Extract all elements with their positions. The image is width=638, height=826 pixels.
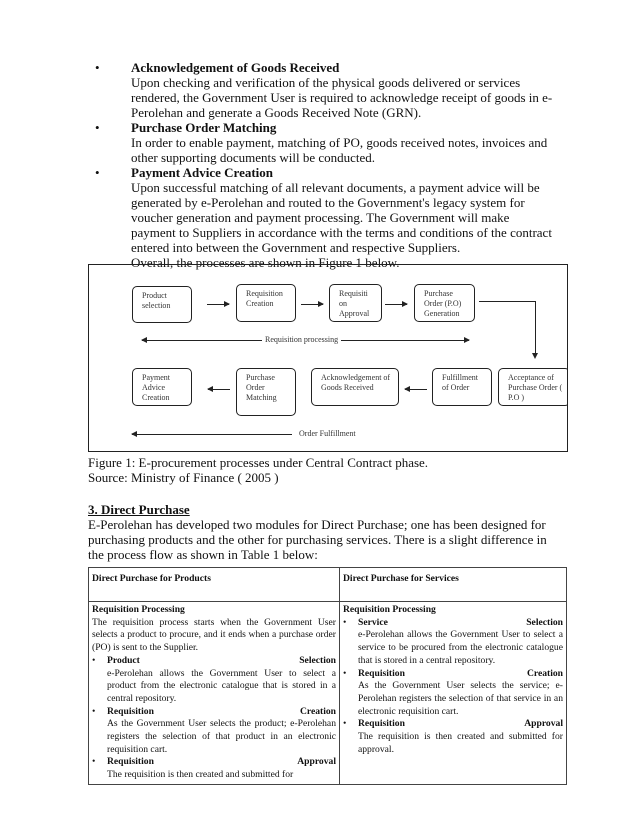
section-heading: 3. Direct Purchase [88, 502, 190, 517]
figure-caption [88, 455, 428, 485]
bullet-text: Upon checking and verification of the physical goods delivered or services rendered, the Government User is required to acknowledge receipt of goods in e-Perolehan and generate a Goods Received Note (GRN). [131, 75, 553, 120]
arrow-right [301, 304, 323, 305]
section-text: E-Perolehan has developed two modules for Direct Purchase; one has been designed for purchasing products and the other for purchasing services. There is a slight difference in the process flow as shown in Table 1 below: [88, 517, 547, 562]
table-header-row [89, 568, 567, 602]
list-item [343, 718, 563, 756]
list-item [92, 655, 336, 706]
bullet-title: Acknowledgement of Goods Received [131, 60, 340, 75]
bullet: • [95, 60, 100, 75]
bullet: • [343, 718, 347, 730]
section-direct-purchase [88, 502, 560, 562]
item-title: Service [358, 616, 388, 628]
bullet-po-matching [95, 120, 555, 165]
order-fulfillment-arrow [132, 434, 292, 435]
item-title: Requisition [107, 756, 154, 768]
item-title-end: Approval [524, 718, 563, 730]
item-title-end: Creation [526, 667, 563, 679]
cell-intro: The requisition process starts when the Government User selects a product to procure, and it ends when a purchase order (PO) is sent to the Supplier. [92, 616, 336, 654]
box-fulfillment: Fulfillment of Order [432, 368, 492, 406]
bullet-title: Payment Advice Creation [131, 165, 274, 180]
arrow-right [385, 304, 407, 305]
cell-heading: Requisition Processing [343, 604, 436, 615]
bullet: • [343, 616, 347, 628]
overall-text: Overall, the processes are shown in Figure 1 below. [131, 255, 400, 270]
connector [479, 301, 536, 302]
table-direct-purchase [88, 567, 567, 785]
item-title-end: Selection [526, 616, 563, 628]
bullet: • [343, 667, 347, 679]
box-po-generation: Purchase Order (P.O) Generation [414, 284, 475, 322]
caption-text: Figure 1: E-procurement processes under Central Contract phase. [88, 455, 429, 470]
header-services: Direct Purchase for Services [340, 568, 567, 602]
item-title: Requisition [358, 667, 405, 679]
bullet-text: In order to enable payment, matching of PO, goods received notes, invoices and other supporting documents will be conducted. [131, 135, 548, 165]
header-products: Direct Purchase for Products [89, 568, 340, 602]
item-title-end: Creation [299, 705, 336, 717]
item-title: Requisition [107, 705, 154, 717]
bullet-title: Purchase Order Matching [131, 120, 277, 135]
requisition-processing-arrow [142, 335, 469, 344]
bullet: • [95, 120, 100, 135]
bullet: • [92, 654, 96, 666]
requisition-processing-label: Requisition processing [262, 335, 341, 345]
item-text: The requisition is then created and submitted for approval. [358, 731, 563, 755]
bullet-acknowledgement [95, 60, 555, 120]
list-item [92, 706, 336, 757]
item-title-end: Selection [299, 654, 336, 666]
box-requisition-creation: Requisition Creation [236, 284, 296, 322]
box-requisition-approval: Requisiti on Approval [329, 284, 382, 322]
arrow-down-icon [532, 353, 538, 359]
bullet-text: Upon successful matching of all relevant documents, a payment advice will be generated by e-Perolehan and routed to the Government's legacy system for voucher generation and payment processing. The Government will make payment to Suppliers in accordance with the terms and conditions of the contract entered into between the Government and respective Suppliers. [131, 180, 552, 255]
bullet-payment-advice [95, 165, 555, 270]
order-fulfillment-label: Order Fulfillment [296, 429, 359, 439]
arrow-left [208, 389, 230, 390]
arrow-left [405, 389, 427, 390]
item-text: As the Government User selects the service; e-Perolehan registers the selection of that service in an electronic requisition cart. [358, 680, 563, 717]
item-text: As the Government User selects the product; e-Perolehan registers the selection of that product in an electronic requisition cart. [107, 718, 336, 755]
source-text: Source: Ministry of Finance ( 2005 ) [88, 470, 279, 485]
box-acceptance-po: Acceptance of Purchase Order ( P.O ) [498, 368, 568, 406]
cell-heading: Requisition Processing [92, 604, 185, 615]
box-payment-advice: Payment Advice Creation [132, 368, 192, 406]
item-title-end: Approval [297, 756, 336, 768]
item-text: e-Perolehan allows the Government User to select a service to be procured from the electronic catalogue that is stored in a central repository. [358, 629, 563, 666]
bullet-list [95, 60, 555, 270]
list-item [343, 617, 563, 668]
box-acknowledgement: Acknowledgement of Goods Received [311, 368, 399, 406]
cell-services [340, 602, 567, 785]
bullet: • [95, 165, 100, 180]
item-title: Requisition [358, 718, 405, 730]
item-text: The requisition is then created and submitted for [107, 769, 294, 781]
bullet: • [92, 756, 96, 768]
box-po-matching: Purchase Order Matching [236, 368, 296, 416]
cell-products [89, 602, 340, 785]
list-item [343, 668, 563, 719]
box-product-selection: Product selection [132, 286, 192, 323]
table-row [89, 602, 567, 785]
connector [535, 301, 536, 355]
item-title: Product [107, 654, 140, 666]
item-text: e-Perolehan allows the Government User to select a product from the electronic catalogue that is stored in a central repository. [107, 667, 336, 704]
bullet: • [92, 705, 96, 717]
list-item [92, 756, 336, 781]
process-diagram [88, 264, 568, 452]
arrow-right [207, 304, 229, 305]
